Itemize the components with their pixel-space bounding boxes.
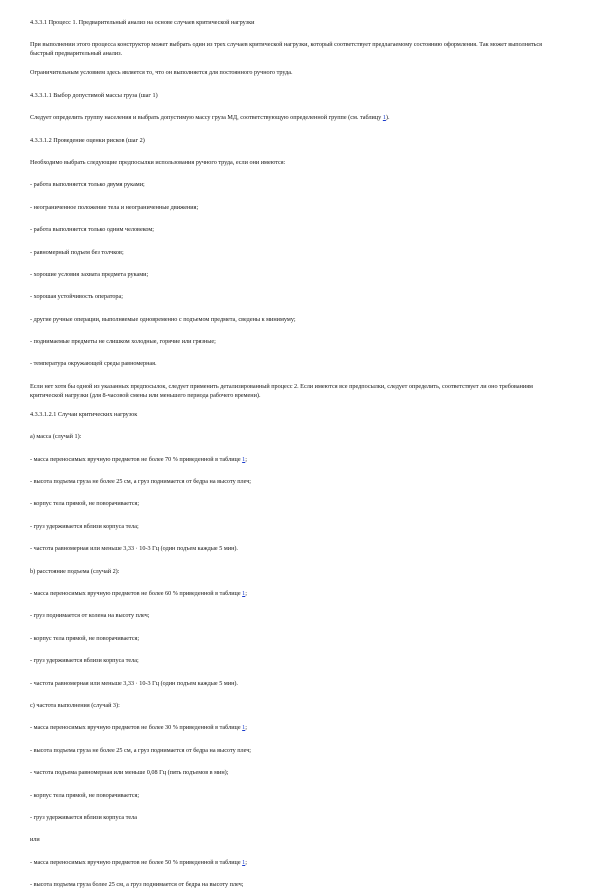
case-heading: а) масса (случай 1): <box>30 433 82 441</box>
paragraph: Необходимо выбрать следующие предпосылки использования ручного труда, если они имеются: <box>30 158 286 166</box>
list-item: - температура окружающей среды равномерная. <box>30 360 157 368</box>
table-link[interactable]: 1 <box>242 858 246 866</box>
list-item: - масса переносимых вручную предметов не более 70 % приведенной в таблице 1; <box>30 455 247 463</box>
case-heading: с) частота выполнения (случай 3): <box>30 701 120 709</box>
list-item: - частота равномерная или меньше 3,33 · 10-3 Гц (один подъем каждые 5 мин). <box>30 679 238 687</box>
list-item: - груз удерживается вблизи корпуса тела; <box>30 657 139 665</box>
table-link[interactable]: 1 <box>382 114 386 122</box>
list-item: - высота подъема груза не более 25 см, а груз поднимается от бедра на высоту плеч; <box>30 478 252 486</box>
paragraph: При выполнении этого процесса конструктор может выбрать один из трех случаев критической нагрузки, который соответствует предлагаемому состоянию оформления. Так может выполняться быстрый предварительный анализ. <box>30 41 542 58</box>
list-item: - корпус тела прямой, не поворачивается; <box>30 634 140 642</box>
list-item: - груз удерживается вблизи корпуса тела; <box>30 522 139 530</box>
list-item: - масса переносимых вручную предметов не более 60 % приведенной в таблице 1; <box>30 589 247 597</box>
table-link[interactable]: 1 <box>242 724 246 732</box>
table-link[interactable]: 1 <box>242 455 246 463</box>
paragraph: Следует определить группу населения и выбрать допустимую массу груза МД, соответствующую определенной группе (см. таблицу 1). <box>30 114 390 122</box>
list-item: - неограниченное положение тела и неограниченные движения; <box>30 203 199 211</box>
list-item: - другие ручные операции, выполняемые одновременно с подъемом предмета, сведены к минимуму; <box>30 315 296 323</box>
list-item: - хорошие условия захвата предмета руками; <box>30 270 149 278</box>
paragraph: Если нет хотя бы одной из указанных предпосылок, следует применить детализированный процесс 2. Если имеются все предпосылки, следует определить, соответствует ли оно требованиям критической нагрузки (для 8-часовой смены или меньшего периода рабочего времени). <box>30 382 533 399</box>
list-item: - частота равномерная или меньше 3,33 · 10-3 Гц (один подъем каждые 5 мин). <box>30 545 238 553</box>
list-item: - масса переносимых вручную предметов не более 30 % приведенной в таблице 1; <box>30 724 247 732</box>
list-item: - высота подъема груза не более 25 см, а груз поднимается от бедра на высоту плеч; <box>30 746 252 754</box>
list-item: - корпус тела прямой, не поворачивается; <box>30 500 140 508</box>
list-item: - частота подъема равномерная или меньше 0,08 Гц (пять подъемов в мин); <box>30 769 229 777</box>
list-item: - работа выполняется только двумя руками; <box>30 181 145 189</box>
subsection-heading: 4.3.3.1.2 Проведение оценки рисков (шаг 2) <box>30 136 145 144</box>
list-item: - высота подъема груза более 25 см, а груз поднимается от бедра на высоту плеч; <box>30 881 244 889</box>
list-item: - хорошая устойчивость оператора; <box>30 293 123 301</box>
subsection-heading: 4.3.3.1.1 Выбор допустимой массы груза (шаг 1) <box>30 91 158 99</box>
list-item: - корпус тела прямой, не поворачивается; <box>30 791 140 799</box>
list-item: - поднимаемые предметы не слишком холодные, горячие или грязные; <box>30 338 216 346</box>
table-link[interactable]: 1 <box>242 589 246 597</box>
paragraph: Ограничительным условием здесь является то, что он выполняется для постоянного ручного труда. <box>30 69 293 77</box>
list-item: - груз удерживается вблизи корпуса тела <box>30 813 137 821</box>
list-item: - масса переносимых вручную предметов не более 50 % приведенной в таблице 1; <box>30 858 247 866</box>
list-item: - равномерный подъем без толчков; <box>30 248 124 256</box>
list-item: - груз поднимается от колена на высоту плеч; <box>30 612 150 620</box>
list-item: - работа выполняется только одним человеком; <box>30 226 154 234</box>
connector-word: или <box>30 836 40 844</box>
section-heading: 4.3.3.1 Процесс 1. Предварительный анализ на основе случаев критической нагрузки <box>30 19 255 26</box>
case-heading: b) расстояние подъема (случай 2): <box>30 567 120 575</box>
subsection-heading: 4.3.3.1.2.1 Случаи критических нагрузок <box>30 410 138 418</box>
